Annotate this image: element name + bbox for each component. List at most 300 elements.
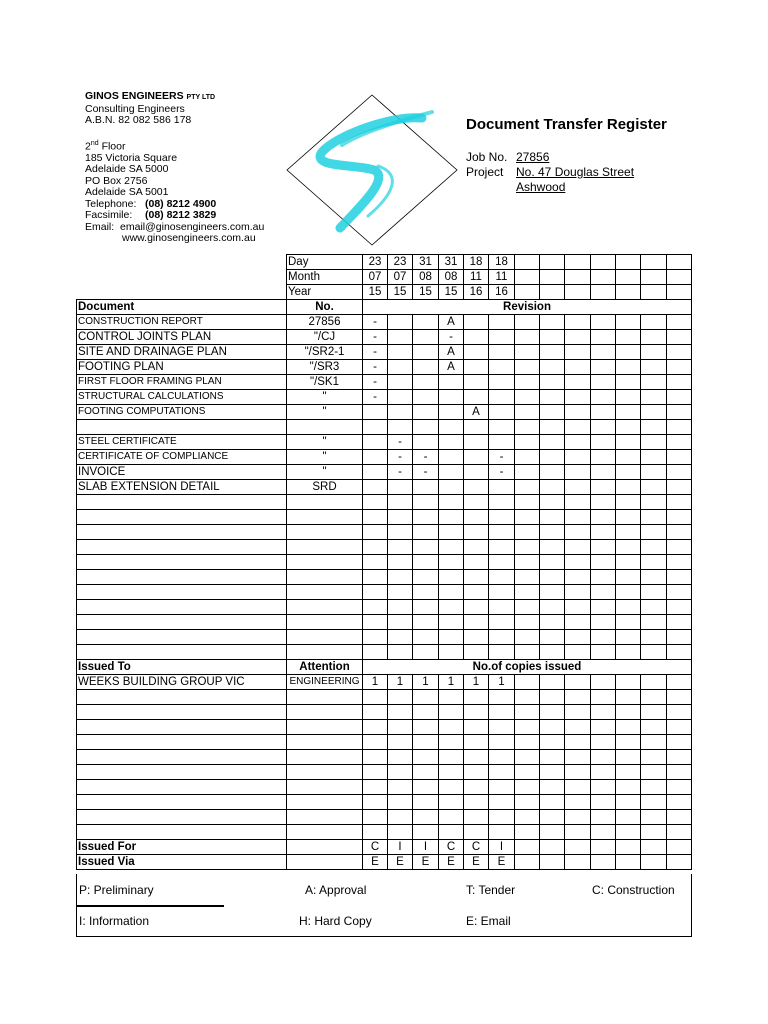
blank-cell (363, 765, 388, 780)
blank-cell (439, 615, 464, 630)
blank-document-row (77, 570, 692, 585)
blank-document-row (77, 600, 692, 615)
blank-cell (540, 765, 565, 780)
document-row (77, 420, 692, 435)
revision-cell (388, 330, 413, 345)
revision-cell (616, 390, 641, 405)
date-day-cell: 31 (413, 255, 439, 270)
revision-cell (616, 450, 641, 465)
blank-cell (464, 570, 489, 585)
blank-cell (641, 495, 667, 510)
revision-cell (667, 360, 692, 375)
revision-cell (540, 405, 565, 420)
revision-cell (489, 330, 515, 345)
document-row (77, 435, 692, 450)
blank-cell (363, 645, 388, 660)
blank-cell (591, 795, 616, 810)
blank-cell (489, 570, 515, 585)
blank-cell (540, 810, 565, 825)
blank-cell (287, 585, 363, 600)
blank-cell (489, 735, 515, 750)
revision-cell (439, 390, 464, 405)
revision-cell (641, 405, 667, 420)
revision-cell (515, 435, 540, 450)
blank-cell (388, 750, 413, 765)
blank-cell (540, 795, 565, 810)
blank-cell (363, 630, 388, 645)
revision-cell (667, 345, 692, 360)
blank-cell (439, 495, 464, 510)
blank-issued-row (77, 705, 692, 720)
date-year-cell (540, 285, 565, 300)
revision-cell (489, 360, 515, 375)
blank-cell (439, 750, 464, 765)
issued-to-header: Issued To (77, 660, 287, 675)
blank-cell (515, 690, 540, 705)
blank-cell (667, 540, 692, 555)
blank-cell (489, 540, 515, 555)
blank-cell (667, 615, 692, 630)
copies-header: No.of copies issued (363, 660, 692, 675)
blank-cell (515, 750, 540, 765)
blank-cell (413, 630, 439, 645)
blank-cell (464, 750, 489, 765)
revision-cell (464, 450, 489, 465)
date-year-cell (616, 285, 641, 300)
legend-construction: C: Construction (592, 883, 675, 897)
blank-cell (363, 795, 388, 810)
blank-cell (77, 525, 287, 540)
blank-cell (641, 735, 667, 750)
issued-for-cell: I (388, 840, 413, 855)
revision-cell (565, 330, 591, 345)
revision-cell (363, 480, 388, 495)
revision-cell (439, 450, 464, 465)
blank-cell (565, 825, 591, 840)
legend-information: I: Information (79, 914, 150, 928)
legend-row-2 (77, 905, 691, 936)
date-year-cell: 16 (489, 285, 515, 300)
revision-cell (413, 480, 439, 495)
blank-cell (540, 615, 565, 630)
blank-cell (515, 825, 540, 840)
revision-cell (616, 315, 641, 330)
blank-cell (667, 735, 692, 750)
issued-via-cell (540, 855, 565, 870)
revision-cell (565, 345, 591, 360)
blank-cell (388, 585, 413, 600)
blank-cell (287, 705, 363, 720)
blank-cell (591, 765, 616, 780)
document-row (77, 450, 692, 465)
blank-cell (641, 825, 667, 840)
date-month-cell: 07 (363, 270, 388, 285)
revision-cell (616, 330, 641, 345)
blank-cell (616, 705, 641, 720)
blank-cell (489, 795, 515, 810)
revision-cell (565, 420, 591, 435)
blank-cell (77, 810, 287, 825)
blank-cell (464, 630, 489, 645)
revision-cell (388, 420, 413, 435)
blank-cell (464, 735, 489, 750)
blank-cell (616, 735, 641, 750)
copies-cell: 1 (363, 675, 388, 690)
issued-for-cell: C (363, 840, 388, 855)
blank-cell (641, 510, 667, 525)
blank-cell (616, 825, 641, 840)
revision-cell (641, 360, 667, 375)
blank-cell (439, 555, 464, 570)
blank-cell (363, 705, 388, 720)
blank-cell (515, 735, 540, 750)
blank-document-row (77, 495, 692, 510)
blank-cell (464, 615, 489, 630)
blank-cell (413, 810, 439, 825)
document-name: FIRST FLOOR FRAMING PLAN (77, 375, 287, 390)
blank-cell (515, 495, 540, 510)
blank-cell (489, 720, 515, 735)
revision-cell (515, 330, 540, 345)
revision-cell (489, 405, 515, 420)
blank-document-row (77, 630, 692, 645)
company-email: Email: email@ginosengineers.com.au (85, 220, 265, 233)
copies-cell: 1 (388, 675, 413, 690)
revision-cell (616, 375, 641, 390)
blank-cell (641, 600, 667, 615)
revision-cell (641, 330, 667, 345)
blank-cell (667, 750, 692, 765)
blank-cell (287, 510, 363, 525)
issued-row (77, 675, 692, 690)
blank-cell (77, 585, 287, 600)
revision-cell (591, 330, 616, 345)
revision-cell (464, 420, 489, 435)
revision-cell: A (439, 360, 464, 375)
blank-cell (489, 705, 515, 720)
blank-cell (363, 600, 388, 615)
document-row (77, 330, 692, 345)
blank-cell (388, 780, 413, 795)
blank-cell (591, 705, 616, 720)
company-facsimile: Facsimile: (08) 8212 3829 (85, 209, 217, 221)
blank-cell (77, 615, 287, 630)
revision-cell: - (363, 345, 388, 360)
issued-for-cell (616, 840, 641, 855)
document-row (77, 465, 692, 480)
issued-via-cell: E (489, 855, 515, 870)
company-header (85, 91, 285, 245)
blank-cell (388, 600, 413, 615)
date-label-month: Month (287, 270, 363, 285)
blank-cell (388, 735, 413, 750)
blank-cell (540, 750, 565, 765)
date-month-cell: 08 (439, 270, 464, 285)
revision-cell (540, 450, 565, 465)
revision-cell (565, 375, 591, 390)
blank-cell (77, 705, 287, 720)
blank-cell (77, 720, 287, 735)
company-logo (282, 90, 462, 250)
revision-cell (540, 330, 565, 345)
revision-cell (667, 480, 692, 495)
issued-for-cell (667, 840, 692, 855)
revision-cell (591, 360, 616, 375)
blank-cell (413, 720, 439, 735)
blank-cell (413, 690, 439, 705)
revision-cell (515, 345, 540, 360)
revision-cell (540, 435, 565, 450)
blank-cell (439, 510, 464, 525)
blank-cell (363, 825, 388, 840)
blank-cell (515, 795, 540, 810)
revision-cell (641, 450, 667, 465)
blank-cell (667, 825, 692, 840)
blank-cell (616, 810, 641, 825)
blank-cell (388, 630, 413, 645)
copies-cell: 1 (413, 675, 439, 690)
date-day-cell: 23 (388, 255, 413, 270)
blank-cell (287, 600, 363, 615)
blank-cell (515, 570, 540, 585)
revision-cell (515, 375, 540, 390)
revision-cell (540, 360, 565, 375)
blank-cell (616, 720, 641, 735)
issued-via-cell: E (388, 855, 413, 870)
blank-cell (565, 705, 591, 720)
blank-cell (591, 615, 616, 630)
issued-via-cell (641, 855, 667, 870)
date-row-month (77, 270, 692, 285)
revision-cell (439, 420, 464, 435)
revision-cell (565, 465, 591, 480)
blank-cell (413, 495, 439, 510)
revision-cell (388, 390, 413, 405)
company-po: PO Box 2756 (85, 174, 148, 187)
blank-cell (540, 705, 565, 720)
revision-cell (591, 465, 616, 480)
blank-document-row (77, 540, 692, 555)
date-day-cell (591, 255, 616, 270)
blank-cell (565, 615, 591, 630)
blank-cell (489, 780, 515, 795)
revision-cell (413, 405, 439, 420)
blank-cell (641, 705, 667, 720)
blank-cell (439, 765, 464, 780)
blank-cell (540, 720, 565, 735)
blank-cell (439, 720, 464, 735)
blank-cell (667, 525, 692, 540)
blank-cell (540, 495, 565, 510)
blank-cell (591, 645, 616, 660)
blank-cell (287, 750, 363, 765)
revision-cell (591, 390, 616, 405)
blank-cell (565, 795, 591, 810)
document-row (77, 405, 692, 420)
revision-cell (591, 450, 616, 465)
revision-cell (413, 435, 439, 450)
revision-cell (363, 405, 388, 420)
blank-cell (413, 510, 439, 525)
blank-cell (565, 765, 591, 780)
blank-cell (641, 795, 667, 810)
blank-cell (540, 525, 565, 540)
blank-cell (565, 570, 591, 585)
blank-cell (565, 585, 591, 600)
blank-cell (616, 795, 641, 810)
blank-cell (540, 690, 565, 705)
revision-cell (413, 315, 439, 330)
revision-cell (515, 480, 540, 495)
blank-cell (439, 690, 464, 705)
blank-cell (641, 690, 667, 705)
date-month-cell: 11 (464, 270, 489, 285)
blank-cell (439, 645, 464, 660)
blank-cell (540, 735, 565, 750)
date-month-cell (515, 270, 540, 285)
revision-cell (515, 420, 540, 435)
blank-cell (388, 795, 413, 810)
revision-cell (667, 375, 692, 390)
blank-cell (667, 510, 692, 525)
revision-cell (591, 375, 616, 390)
blank-cell (439, 570, 464, 585)
revision-cell (388, 315, 413, 330)
blank-cell (667, 690, 692, 705)
blank-cell (667, 495, 692, 510)
date-day-cell (565, 255, 591, 270)
revision-cell: - (388, 465, 413, 480)
blank-cell (388, 570, 413, 585)
revision-cell (464, 375, 489, 390)
revision-cell (540, 465, 565, 480)
blank-cell (464, 555, 489, 570)
blank-cell (616, 525, 641, 540)
blank-cell (388, 645, 413, 660)
blank-cell (591, 630, 616, 645)
blank-cell (413, 525, 439, 540)
blank-cell (388, 525, 413, 540)
blank-cell (388, 555, 413, 570)
date-row-day (77, 255, 692, 270)
blank-cell (464, 510, 489, 525)
blank-cell (591, 525, 616, 540)
revision-cell (641, 465, 667, 480)
blank-cell (489, 825, 515, 840)
blank-cell (591, 585, 616, 600)
date-year-cell: 16 (464, 285, 489, 300)
revision-cell (413, 360, 439, 375)
revision-cell: A (439, 315, 464, 330)
blank-cell (540, 780, 565, 795)
date-day-cell: 23 (363, 255, 388, 270)
document-name: CERTIFICATE OF COMPLIANCE (77, 450, 287, 465)
revision-cell (667, 465, 692, 480)
blank-cell (413, 540, 439, 555)
blank-cell (616, 615, 641, 630)
blank-cell (616, 510, 641, 525)
date-month-cell (540, 270, 565, 285)
blank-cell (464, 705, 489, 720)
issued-for-cell (565, 840, 591, 855)
blank-cell (616, 765, 641, 780)
document-name: INVOICE (77, 465, 287, 480)
company-floor: 2nd Floor (85, 139, 126, 152)
blank-document-row (77, 510, 692, 525)
revision-cell (641, 390, 667, 405)
date-label-day: Day (287, 255, 363, 270)
blank-cell (591, 555, 616, 570)
legend-hard-copy: H: Hard Copy (299, 914, 372, 928)
revision-cell (363, 450, 388, 465)
blank-cell (77, 270, 287, 285)
date-month-cell: 11 (489, 270, 515, 285)
blank-cell (77, 630, 287, 645)
blank-cell (515, 555, 540, 570)
blank-cell (565, 495, 591, 510)
revision-cell (565, 435, 591, 450)
blank-cell (413, 600, 439, 615)
blank-cell (287, 645, 363, 660)
blank-cell (388, 825, 413, 840)
blank-cell (515, 645, 540, 660)
issued-for-cell (591, 840, 616, 855)
revision-cell (388, 405, 413, 420)
blank-cell (489, 810, 515, 825)
blank-cell (388, 810, 413, 825)
blank-cell (591, 735, 616, 750)
document-no: " (287, 435, 363, 450)
blank-cell (439, 540, 464, 555)
blank-cell (641, 585, 667, 600)
copies-cell (515, 675, 540, 690)
document-no: "/SK1 (287, 375, 363, 390)
blank-cell (515, 720, 540, 735)
blank-cell (77, 825, 287, 840)
revision-cell (439, 405, 464, 420)
revision-cell (641, 315, 667, 330)
revision-cell (413, 345, 439, 360)
revision-cell (565, 390, 591, 405)
blank-cell (591, 690, 616, 705)
blank-cell (413, 645, 439, 660)
document-no: " (287, 450, 363, 465)
revision-cell: - (363, 330, 388, 345)
company-city: Adelaide SA 5000 (85, 163, 169, 175)
issued-via-cell: E (439, 855, 464, 870)
blank-cell (287, 630, 363, 645)
issued-via-cell: E (363, 855, 388, 870)
revision-cell: - (489, 465, 515, 480)
blank-cell (565, 600, 591, 615)
blank-cell (413, 570, 439, 585)
copies-cell (641, 675, 667, 690)
blank-cell (363, 540, 388, 555)
revision-cell (616, 480, 641, 495)
blank-cell (489, 750, 515, 765)
blank-cell (540, 510, 565, 525)
company-telephone: Telephone: (08) 8212 4900 (85, 197, 217, 210)
blank-cell (591, 510, 616, 525)
date-day-cell: 18 (489, 255, 515, 270)
blank-cell (667, 645, 692, 660)
blank-cell (540, 585, 565, 600)
blank-cell (287, 555, 363, 570)
issued-for-cell: I (489, 840, 515, 855)
blank-cell (77, 570, 287, 585)
blank-cell (641, 810, 667, 825)
revision-cell (439, 465, 464, 480)
